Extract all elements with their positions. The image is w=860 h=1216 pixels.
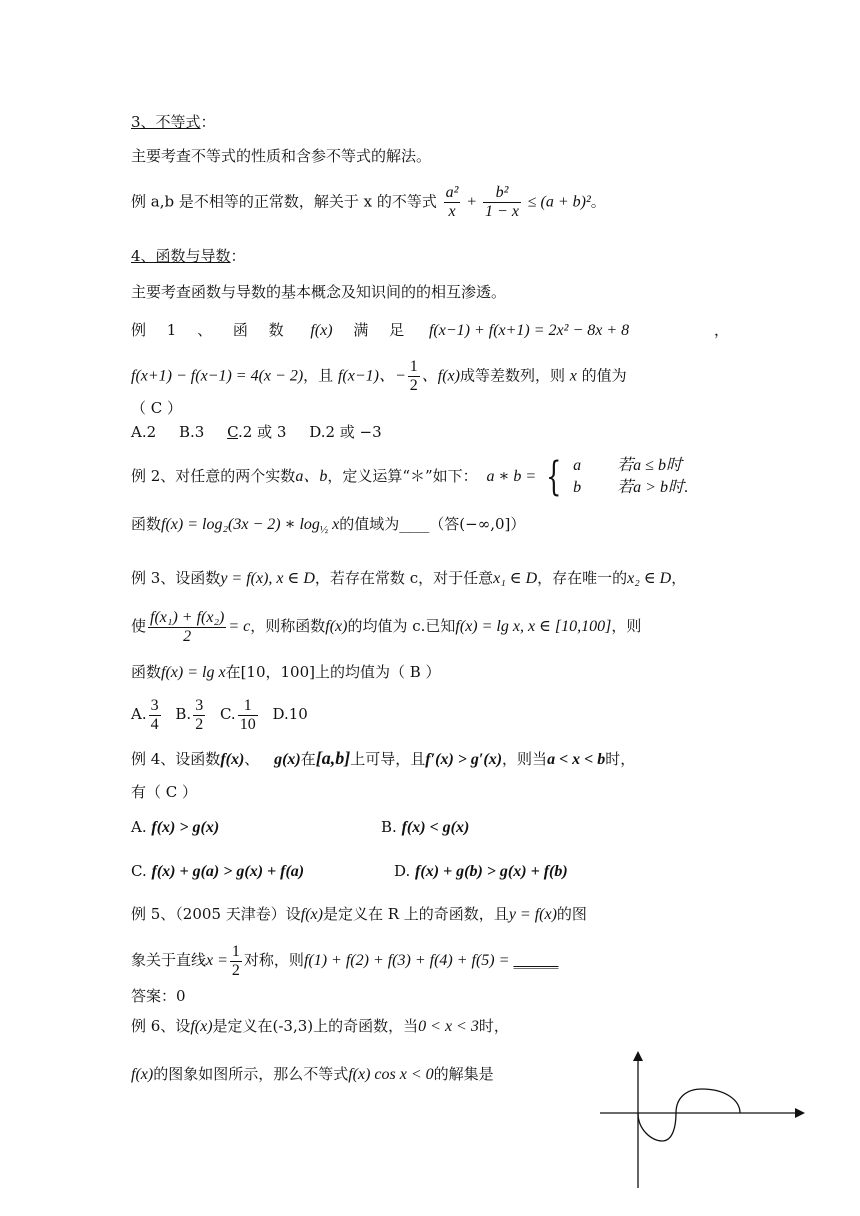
left-brace-icon: { <box>546 454 562 500</box>
piecewise-cases: a 若a ≤ b时 b 若a > b时. <box>573 457 688 496</box>
half-fraction: $\frac{1}{2}$ <box>409 358 418 394</box>
operation-definition: a ∗ b = <box>486 468 537 485</box>
section3-intro: 主要考查不等式的性质和含参不等式的解法。 <box>131 147 432 165</box>
example3-line1: 例 3、设函数y = f(x), x ∈ D，若存在常数 c，对于任意x₁ ∈ D，存在唯一的x₂ ∈ D， <box>131 569 687 587</box>
example2-answer: （答(−∞,0]） <box>429 515 526 533</box>
example2-line1: 例 2、对任意的两个实数a、b，定义运算“＊”如下： a ∗ b = { a 若a ≤ b时 b 若a > b时. <box>131 454 688 500</box>
inequality-fraction-1: $\frac{\text{a²}}{x}$ <box>445 184 459 220</box>
option-d: D.2 或 −3 <box>309 423 382 441</box>
example3-line3: 函数f(x) = lg x在[10，100]上的均值为（ B ） <box>131 663 441 681</box>
plus-sign: + <box>467 193 477 211</box>
section3-colon: ： <box>200 113 216 131</box>
example3-line2: 使 $\frac{\text{f(x₁) + f(x₂)}}{2}$ = c，则称函数f(x)的均值为 c.已知f(x) = lg x, x ∈ [10,100]，则 <box>131 608 642 645</box>
example5-line1: 例 5、（2005 天津卷）设f(x)是定义在 R 上的奇函数，且y = f(x)的图 <box>131 905 587 923</box>
section3-heading-line <box>131 112 216 132</box>
function-definition: f(x) = log₂(3x − 2) ∗ log <box>161 516 320 533</box>
mean-fraction: $\frac{\text{f(x₁) + f(x₂)}}{2}$ <box>150 608 225 645</box>
example1-label: 例 1 、 函 数 <box>131 321 292 339</box>
example1-line1: 例 1 、 函 数 f(x) 满 足 f(x−1) + f(x+1) = 2x² − 8x + 8 ， <box>131 321 729 339</box>
example4-options-cd: C. f(x) + g(a) > g(x) + f(a) D. f(x) + g(b) > g(x) + f(b) <box>131 862 568 880</box>
inequality-fraction-2: $\frac{\text{b²}}{1 - x}$ <box>485 184 519 220</box>
example6-line1: 例 6、设f(x)是定义在(-3,3)上的奇函数，当0 < x < 3时， <box>131 1017 509 1035</box>
example1-options <box>131 422 382 442</box>
example1-answer: （ C ） <box>131 399 183 417</box>
option-a: A.2 <box>131 423 157 441</box>
example1-equation1: f(x−1) + f(x+1) = 2x² − 8x + 8 <box>428 322 630 339</box>
option-c: C.2 或 3 <box>227 423 287 441</box>
curve-negative-part <box>638 1113 676 1141</box>
example5-line2: 象关于直线x = $\frac{1}{2}$ 对称，则f(1) + f(2) + f(3) + f(4) + f(5) = ______ <box>131 942 559 979</box>
section3-heading: 3、不等式 <box>131 113 201 131</box>
y-axis-arrow-icon <box>633 1051 643 1061</box>
example6-line2: f(x)的图象如图所示，那么不等式f(x) cos x < 0的解集是 <box>131 1065 494 1083</box>
example5-answer: 答案：0 <box>131 987 186 1005</box>
example2-line2: 函数f(x) = log₂(3x − 2) ∗ $\log_{\frac{1}{2}} x$的值域为____（答(−∞,0]） <box>131 515 526 536</box>
inequality-rhs: ≤ (a + b)² <box>527 193 591 211</box>
example4-answer: 有（ C ） <box>131 783 198 801</box>
section3-example-prefix: 例 a,b 是不相等的正常数，解关于 x 的不等式 <box>131 192 437 211</box>
section4-heading: 4、函数与导数 <box>131 247 231 265</box>
example3-options: A. $\frac{3}{4}$ B. $\frac{3}{2}$ C. $\frac{1}{10}$ D.10 <box>131 696 308 733</box>
function-graph <box>600 1050 810 1190</box>
example1-equation2: f(x+1) − f(x−1) = 4(x − 2) <box>131 367 304 385</box>
answer-blank: ______ <box>513 951 559 969</box>
example4-line1: 例 4、设函数f(x)、 g(x)在[a,b]上可导，且f′(x) > g′(x)，则当a < x < b时， <box>131 748 636 768</box>
option-b: B.3 <box>178 423 205 441</box>
example1-line2: f(x+1) − f(x−1) = 4(x − 2)，且 f(x−1)、− $\frac{1}{2}$ 、f(x)成等差数列，则 x 的值为 <box>131 358 627 394</box>
section4-heading-line <box>131 246 246 266</box>
section4-colon: ： <box>230 247 246 265</box>
example4-options-ab: A. f(x) > g(x) B. f(x) < g(x) <box>131 818 470 836</box>
section4-intro: 主要考查函数与导数的基本概念及知识间的的相互渗透。 <box>131 283 507 301</box>
section3-example: 例 a,b 是不相等的正常数，解关于 x 的不等式 $\frac{\text{a²}}{x}$ + $\frac{\text{b²}}{1 - x}$ ≤ (a + b)²。 <box>131 184 606 220</box>
curve-positive-part <box>676 1089 740 1113</box>
x-axis-arrow-icon <box>795 1108 805 1118</box>
